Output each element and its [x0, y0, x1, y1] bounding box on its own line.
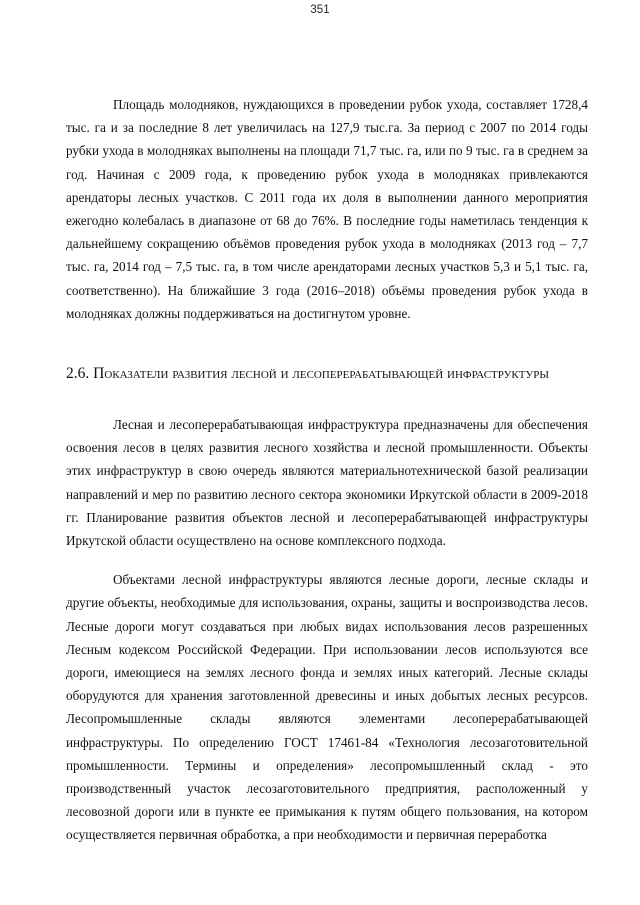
section-heading: [66, 364, 588, 384]
page-content: [66, 93, 588, 847]
paragraph-forest-infrastructure-objects: Объектами лесной инфраструктуры являются лесные дороги, лесные склады и другие объекты, необходимые для использования, охраны, защиты и воспроизводства лесов. Лесные дороги могут создаваться при любых видах использования лесов разрешенных Лесным кодексом Российской Федерации. При использовании лесов используются все дороги, имеющиеся на землях лесного фонда и землях иных категорий. Лесные склады оборудуются для хранения заготовленной древесины и иных добытых лесных ресурсов. Лесопромышленные склады являются элементами лесоперерабатывающей инфраструктуры. По определению ГОСТ 17461-84 «Технология лесозаготовительной промышленности. Термины и определения» лесопромышленный склад - это производственный участок лесозаготовительного предприятия, расположенный у лесовозной дороги или в пункте ее примыкания к путям общего пользования, на котором осуществляется первичная обработка, а при необходимости и первичная переработка: [66, 572, 588, 843]
section-title: Показатели развития лесной и лесоперерабатывающей инфраструктуры: [93, 365, 549, 383]
paragraph-young-stands-thinning: Площадь молодняков, нуждающихся в проведении рубок ухода, составляет 1728,4 тыс. га и за последние 8 лет увеличилась на 127,9 тыс.га. За период с 2007 по 2014 годы рубки ухода в молодняках выполнены на площади 71,7 тыс. га, или по 9 тыс. га в среднем за год. Начиная с 2009 года, к проведению рубок ухода в молодняках привлекаются арендаторы лесных участков. С 2011 года их доля в выполнении данного мероприятия ежегодно колебалась в диапазоне от 68 до 76%. В последние годы наметилась тенденция к дальнейшему сокращению объёмов проведения рубок ухода в молодняках (2013 год – 7,7 тыс. га, 2014 год – 7,5 тыс. га, в том числе арендаторами лесных участков 5,3 и 5,1 тыс. га, соответственно). На ближайшие 3 года (2016–2018) объёмы проведения рубок ухода в молодняках должны поддерживаться на достигнутом уровне.: [66, 97, 588, 321]
section-number: 2.6.: [66, 365, 90, 383]
paragraph-infrastructure-purpose: Лесная и лесоперерабатывающая инфраструктура предназначены для обеспечения освоения лесов в целях развития лесного хозяйства и лесной промышленности. Объекты этих инфраструктур в свою очередь являются материальнотехнической базой реализации направлений и мер по развитию лесного сектора экономики Иркутской области в 2009-2018 гг. Планирование развития объектов лесной и лесоперерабатывающей инфраструктуры Иркутской области осуществлено на основе комплексного подхода.: [66, 417, 588, 549]
page-number: 351: [310, 4, 330, 16]
